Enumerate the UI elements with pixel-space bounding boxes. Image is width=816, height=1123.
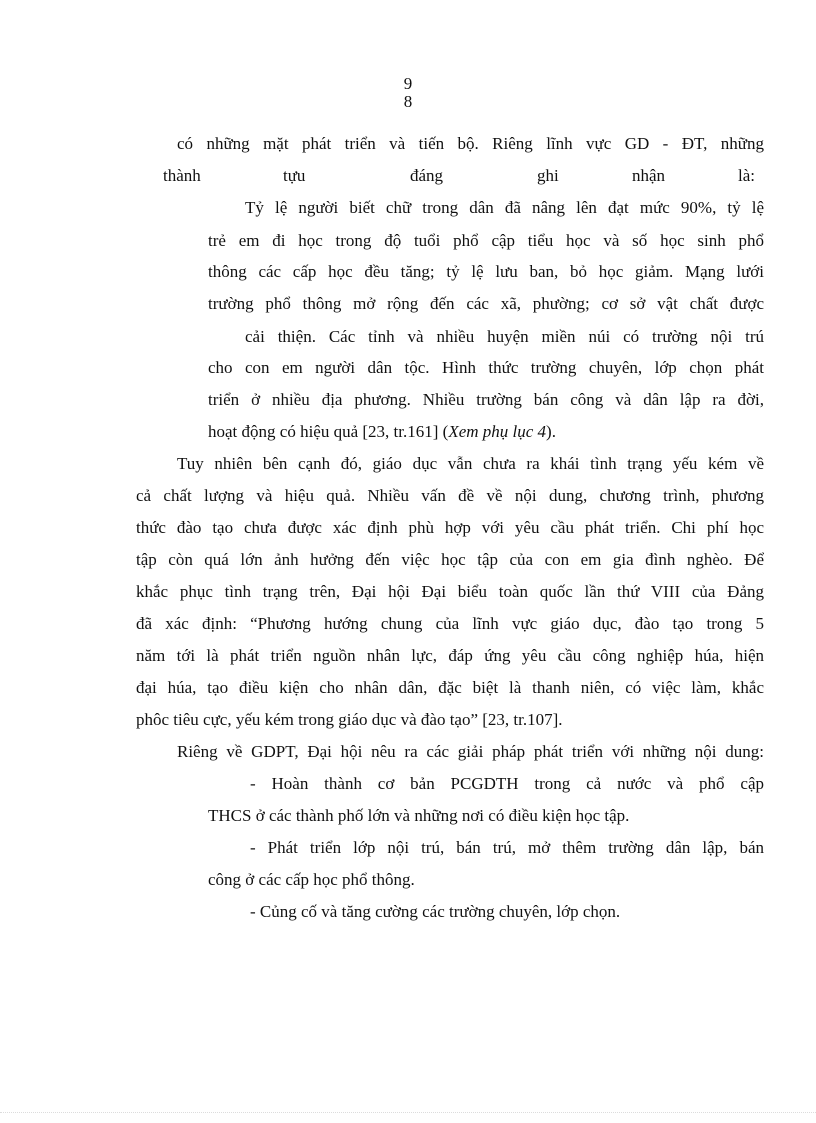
text-line: cho con em người dân tộc. Hình thức trường chuyên, lớp chọn phát [208,358,764,377]
text-line-spread [163,166,763,186]
list-item-line: - Hoàn thành cơ bản PCGDTH trong cả nước và phổ cập [250,774,764,793]
text-segment: hoạt động có hiệu quả [23, tr.161] ( [208,422,449,441]
word: tựu [283,166,306,185]
text-line: đã xác định: “Phương hướng chung của lĩnh vực giáo dục, đào tạo trong 5 [136,614,764,633]
text-line: thông các cấp học đều tăng; tỷ lệ lưu ban, bỏ học giảm. Mạng lưới [208,262,764,281]
text-line: khắc phục tình trạng trên, Đại hội Đại biểu toàn quốc lần thứ VIII của Đảng [136,582,764,601]
text-segment: ). [546,422,556,441]
text-line: tập còn quá lớn ảnh hưởng đến việc học tập của con em gia đình nghèo. Để [136,550,764,569]
text-line: phôc tiêu cực, yếu kém trong giáo dục và đào tạo” [23, tr.107]. [136,710,563,729]
appendix-reference: Xem phụ lục 4 [448,422,547,441]
footer-divider [0,1112,816,1113]
list-item-line: - Củng cố và tăng cường các trường chuyên, lớp chọn. [250,902,621,921]
text-line: thức đào tạo chưa được xác định phù hợp với yêu cầu phát triển. Chi phí học [136,518,764,537]
text-line: cải thiện. Các tỉnh và nhiều huyện miền núi có trường nội trú [245,327,764,346]
text-line: triển ở nhiều địa phương. Nhiều trường bán công và dân lập ra đời, [208,390,764,409]
page-number-line-1: 9 [403,74,413,93]
text-line: trường phổ thông mở rộng đến các xã, phường; cơ sở vật chất được [208,294,764,313]
word: đáng [410,166,444,185]
word: thành [163,166,201,185]
word: nhận [632,166,666,185]
text-line: năm tới là phát triển nguồn nhân lực, đáp ứng yêu cầu công nghiệp húa, hiện [136,646,764,665]
text-line: cả chất lượng và hiệu quả. Nhiều vấn đề về nội dung, chương trình, phương [136,486,764,505]
text-line: đại húa, tạo điều kiện cho nhân dân, đặc biệt là thanh niên, có việc làm, khắc [136,678,764,697]
word: là: [738,166,755,185]
text-line [208,422,556,442]
list-item-line: THCS ở các thành phố lớn và những nơi có điều kiện học tập. [208,806,630,825]
page-number-line-2: 8 [403,92,413,111]
list-item-line: công ở các cấp học phổ thông. [208,870,415,889]
list-item-line: - Phát triển lớp nội trú, bán trú, mở thêm trường dân lập, bán [250,838,764,857]
text-line: Riêng về GDPT, Đại hội nêu ra các giải pháp phát triển với những nội dung: [177,742,764,761]
text-line: trẻ em đi học trong độ tuổi phổ cập tiểu học và số học sinh phổ [208,231,764,250]
text-line: có những mặt phát triển và tiến bộ. Riêng lĩnh vực GD - ĐT, những [177,134,764,153]
word: ghi [537,166,559,185]
text-line: Tỷ lệ người biết chữ trong dân đã nâng lên đạt mức 90%, tỷ lệ [245,198,764,217]
text-line: Tuy nhiên bên cạnh đó, giáo dục vẫn chưa ra khái tình trạng yếu kém về [177,454,764,473]
